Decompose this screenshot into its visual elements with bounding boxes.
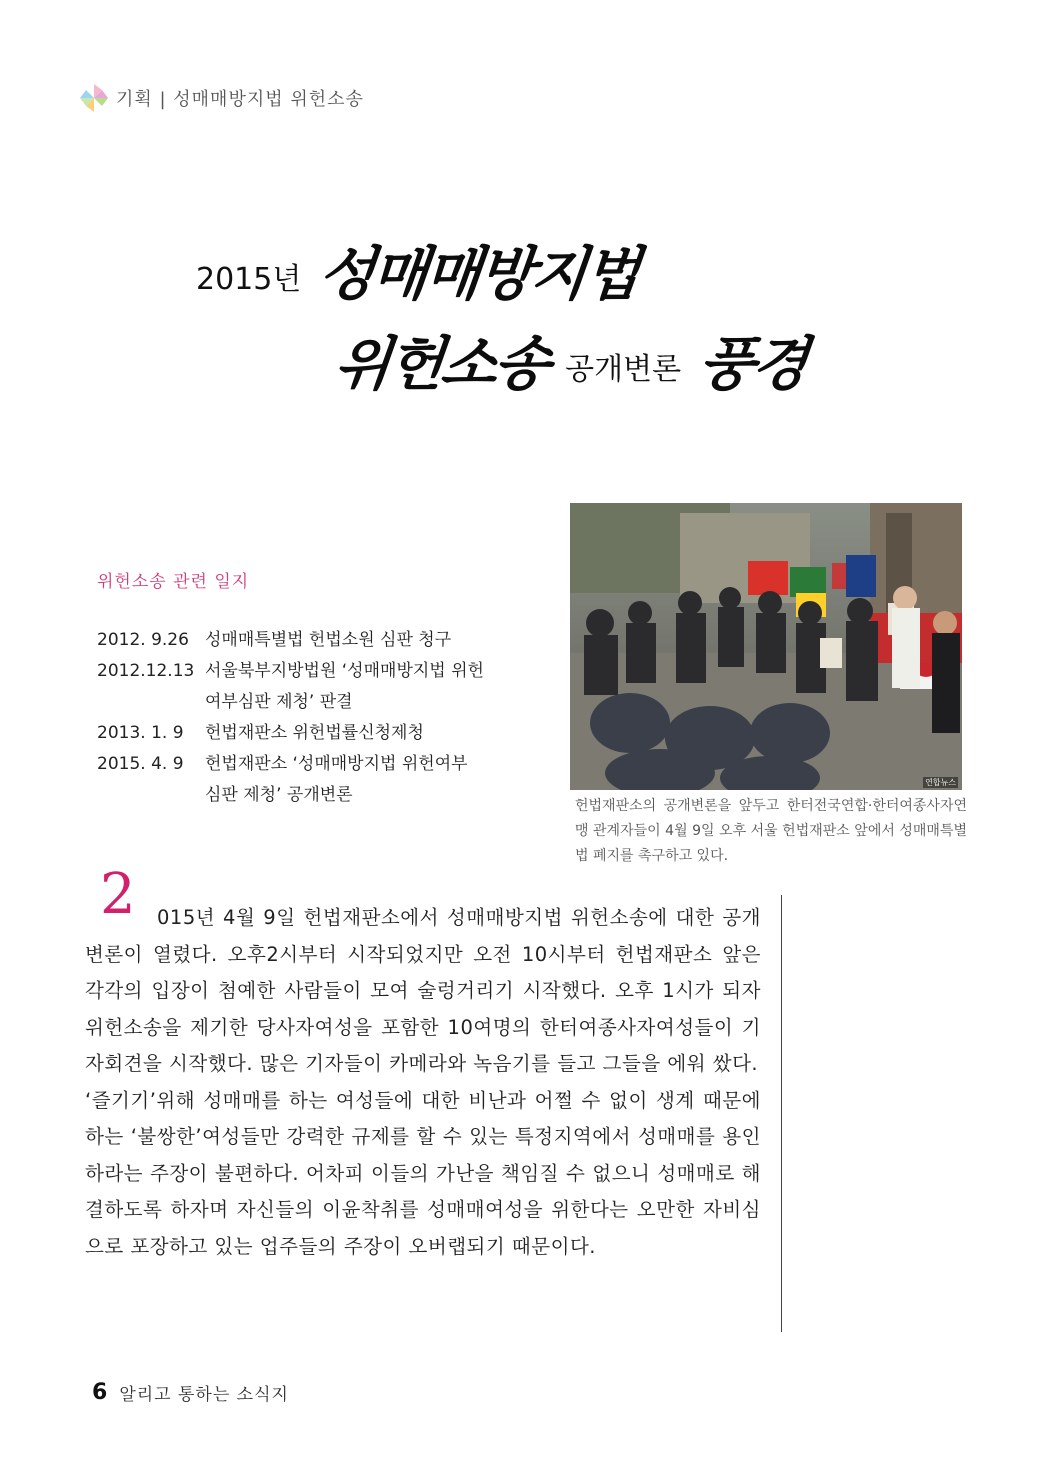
title-public-hearing: 공개변론 [565, 352, 682, 387]
header-text: 기획 | 성매매방지법 위헌소송 [116, 89, 364, 110]
title-line-1 [196, 240, 642, 308]
chronology-date: 2012.12.13 [97, 661, 195, 681]
article-paragraph: ‘즐기기’위해 성매매를 하는 여성들에 대한 비난과 어쩔 수 없이 생계 때문에 하는 ‘불쌍한’여성들만 강력한 규제를 할 수 있는 특정지역에서 성매매를 용인하라는 주장이 불편하다. 어차피 이들의 가난을 책임질 수 없으니 성매매로 해결하도록 하자며 자신들의 이윤착취를 성매매여성을 위한다는 오만한 자비심으로 포장하고 있는 업주들의 주장이 오버랩되기 때문이다. [85, 1088, 761, 1258]
chronology-date: 2015. 4. 9 [97, 754, 184, 774]
article-body [85, 900, 761, 1265]
photo-credit: 연합뉴스 [925, 778, 956, 787]
chronology-list [97, 625, 537, 811]
chronology-text-continued: 심판 제청’ 공개변론 [205, 785, 353, 805]
title-script-scene: 풍경 [695, 330, 809, 398]
title-script-law: 성매매방지법 [315, 240, 642, 308]
pinwheel-logo-icon [78, 82, 110, 114]
chronology-entry [97, 625, 537, 656]
chronology-entry [97, 718, 537, 749]
chronology-entry [97, 656, 537, 687]
chronology-heading: 위헌소송 관련 일지 [97, 572, 250, 592]
chronology-text: 서울북부지방법원 ‘성매매방지법 위헌 [205, 661, 484, 681]
chronology-date: 2013. 1. 9 [97, 723, 184, 743]
drop-cap: 2 [100, 862, 136, 927]
protest-photo-illustration [570, 503, 962, 790]
title-line-2 [331, 330, 809, 398]
page-footer [92, 1380, 289, 1405]
column-divider [781, 895, 782, 1332]
running-header [78, 80, 364, 116]
chronology-text: 헌법재판소 위헌법률신청제청 [205, 723, 424, 743]
photo-caption: 헌법재판소의 공개변론을 앞두고 한터전국연합·한터여종사자연맹 관계자들이 4월 9일 오후 서울 헌법재판소 앞에서 성매매특별법 폐지를 촉구하고 있다. [575, 798, 967, 864]
chronology-entry [97, 749, 537, 780]
chronology-text: 성매매특별법 헌법소원 심판 청구 [205, 630, 452, 650]
page-number: 6 [92, 1380, 108, 1405]
title-script-lawsuit: 위헌소송 [331, 330, 551, 398]
chronology-text-continued: 여부심판 제청’ 판결 [205, 692, 353, 712]
article-paragraph: 015년 4월 9일 헌법재판소에서 성매매방지법 위헌소송에 대한 공개변론이 열렸다. 오후2시부터 시작되었지만 오전 10시부터 헌법재판소 앞은 각각의 입장이 첨예한 사람들이 모여 술렁거리기 시작했다. 오후 1시가 되자 위헌소송을 제기한 당사자여성을 포함한 10여명의 한터여종사자여성들이 기자회견을 시작했다. 많은 기자들이 카메라와 녹음기를 들고 그들을 에워 쌌다. [85, 906, 761, 1075]
magazine-title: 알리고 통하는 소식지 [119, 1385, 289, 1405]
chronology-text: 헌법재판소 ‘성매매방지법 위헌여부 [205, 754, 468, 774]
chronology-date: 2012. 9.26 [97, 630, 189, 650]
title-year: 2015년 [196, 262, 302, 297]
news-photo [570, 503, 962, 790]
